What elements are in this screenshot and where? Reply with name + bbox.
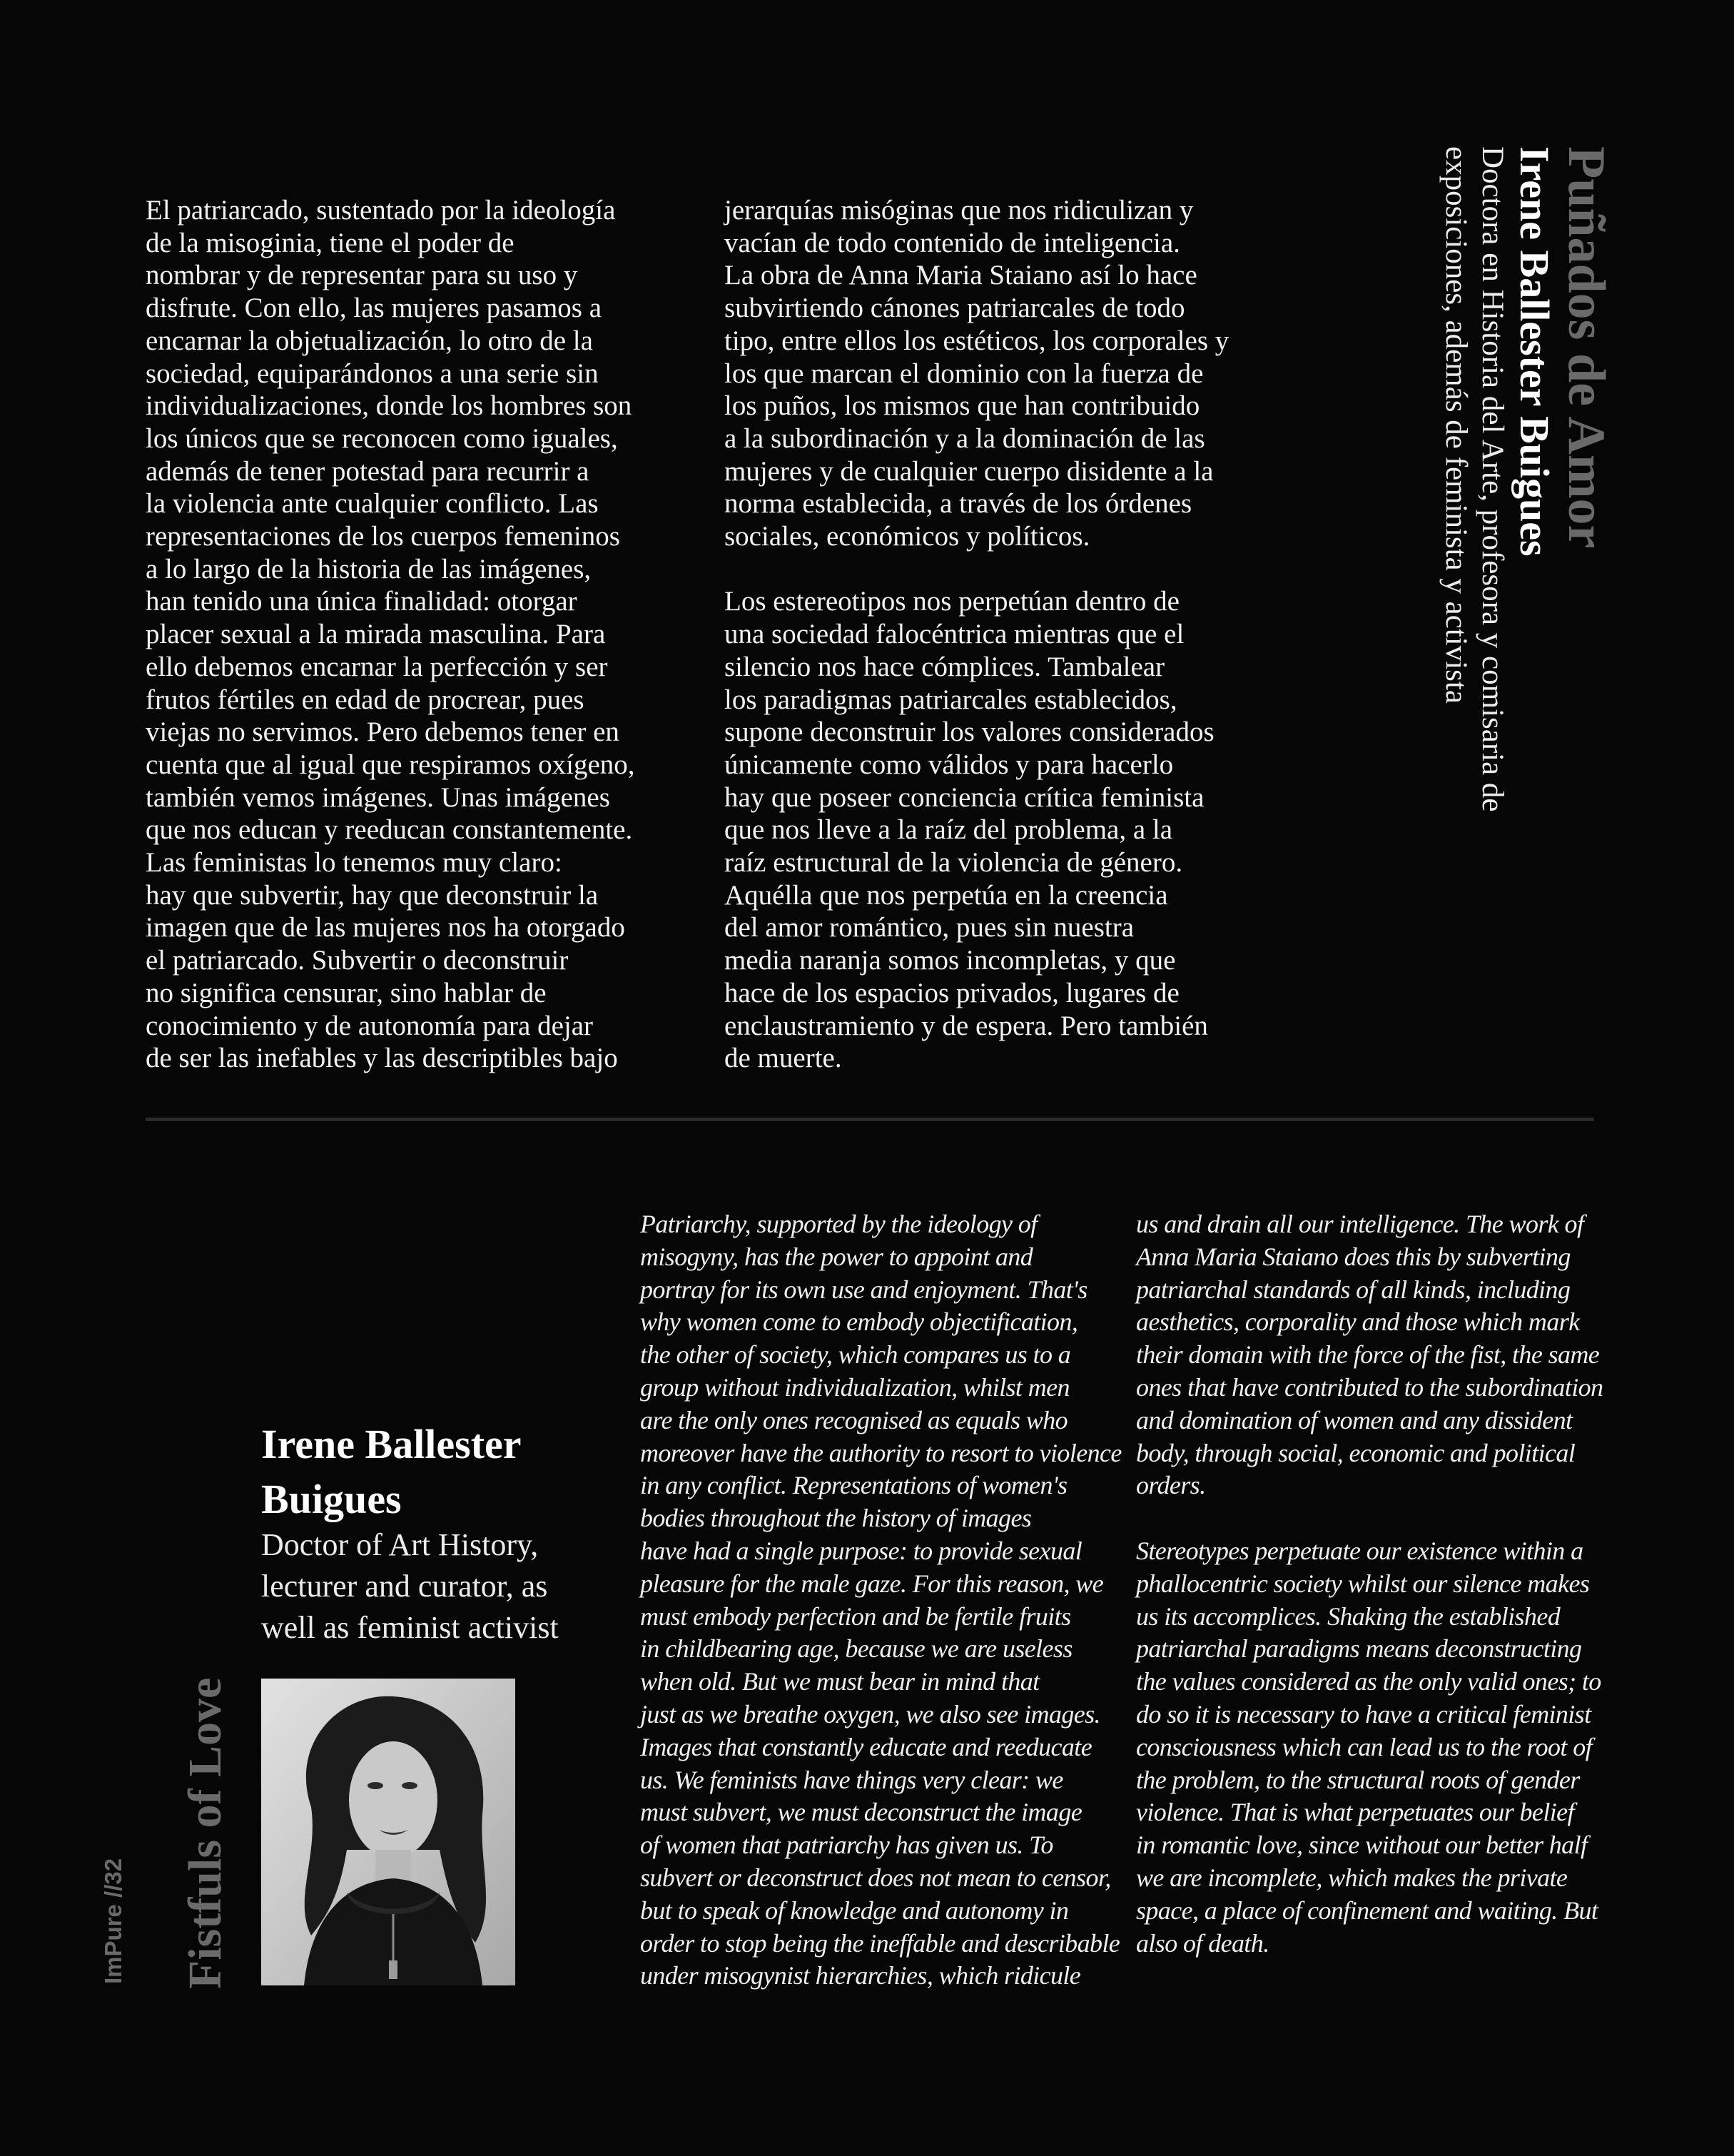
spanish-heading-block [1401, 146, 1615, 953]
english-title-block [170, 1574, 241, 1989]
english-title: Fistfuls of Love [179, 1677, 231, 1989]
spanish-author-name: Irene Ballester Buigues [1511, 146, 1558, 557]
english-author-name: Irene Ballester Buigues [261, 1421, 522, 1522]
page-number-block [96, 1834, 131, 1984]
spanish-title: Puñados de Amor [1557, 146, 1616, 549]
english-column-2: us and drain all our intelligence. The work of Anna Maria Staiano does this by subverting patriarchal standards of all kinds, including aesthetics, corporality and those which mark their domain with the force of the fist, the same ones that have contributed to the subordination and domination of women and any dissident body, through social, economic and political orders. Stereotypes perpetuate our existence within a phallocentric society whilst our silence makes us its accomplices. Shaking the established patriarchal paradigms means deconstructing the values considered as the only valid ones; to do so it is necessary to have a critical feminist consciousness which can lead us to the root of the problem, to the structural roots of gender violence. That is what perpetuates our belief in romantic love, since without our better half we are incomplete, which makes the private space, a place of confinement and waiting. But also of death. [1136, 1210, 1603, 1958]
section-divider [146, 1118, 1594, 1121]
page-number: ImPure //32 [100, 1858, 126, 1984]
author-portrait-photo [261, 1679, 515, 1985]
portrait-illustration [261, 1679, 515, 1985]
spanish-column-2: jerarquías misóginas que nos ridiculizan y vacían de todo contenido de inteligencia. La obra de Anna Maria Staiano así lo hace subvirtiendo cánones patriarcales de todo tipo, entre ellos los estéticos, los corporales y los que marcan el dominio con la fuerza de los puños, los mismos que han contribuido a la subordinación y a la dominación de las mujeres y de cualquier cuerpo disidente a la norma establecida, a través de los órdenes sociales, económicos y políticos. Los estereotipos nos perpetúan dentro de una sociedad falocéntrica mientras que el silencio nos hace cómplices. Tambalear los paradigmas patriarcales establecidos, supone deconstruir los valores considerados únicamente como válidos y para hacerlo hay que poseer conciencia crítica feminista que nos lleve a la raíz del problema, a la raíz estructural de la violencia de género. Aquélla que nos perpetúa en la creencia del amor romántico, pues sin nuestra media naranja somos incompletas, y que hace de los espacios privados, lugares de enclaustramiento y de espera. Pero también de muerte. [724, 195, 1229, 1074]
english-column-1: Patriarchy, supported by the ideology of misogyny, has the power to appoint and portray for its own use and enjoyment. That's why women come to embody objectification, the other of society, which compares us to a group without individualization, whilst men are the only ones recognised as equals who moreover have the authority to resort to violence in any conflict. Representations of women's bodies throughout the history of images have had a single purpose: to provide sexual pleasure for the male gaze. For this reason, we must embody perfection and be fertile fruits in childbearing age, because we are useless when old. But we must bear in mind that just as we breathe oxygen, we also see images. Images that constantly educate and reeducate us. We feminists have things very clear: we must subvert, we must deconstruct the image of women that patriarchy has given us. To subvert or deconstruct does not mean to censor, but to speak of knowledge and autonomy in order to stop being the ineffable and describable under misogynist hierarchies, which ridicule [640, 1210, 1122, 1990]
english-author-description: Doctor of Art History, lecturer and curator, as well as feminist activist [261, 1527, 559, 1645]
spanish-author-description: Doctora en Historia del Arte, profesora y comisaria de exposiciones, además de feminista y activista [1439, 146, 1509, 812]
spanish-column-1: El patriarcado, sustentado por la ideología de la misoginia, tiene el poder de nombrar y de representar para su uso y disfrute. Con ello, las mujeres pasamos a encarnar la objetualización, lo otro de la sociedad, equiparándonos a una serie sin individualizaciones, donde los hombres son los únicos que se reconocen como iguales, además de tener potestad para recurrir a la violencia ante cualquier conflicto. Las representaciones de los cuerpos femeninos a lo largo de la historia de las imágenes, han tenido una única finalidad: otorgar placer sexual a la mirada masculina. Para ello debemos encarnar la perfección y ser frutos fértiles en edad de procrear, pues viejas no servimos. Pero debemos tener en cuenta que al igual que respiramos oxígeno, también vemos imágenes. Unas imágenes que nos educan y reeducan constantemente. Las feministas lo tenemos muy claro: hay que subvertir, hay que deconstruir la imagen que de las mujeres nos ha otorgado el patriarcado. Subvertir o deconstruir no significa censurar, sino hablar de conocimiento y de autonomía para dejar de ser las inefables y las descriptibles bajo [146, 195, 635, 1074]
